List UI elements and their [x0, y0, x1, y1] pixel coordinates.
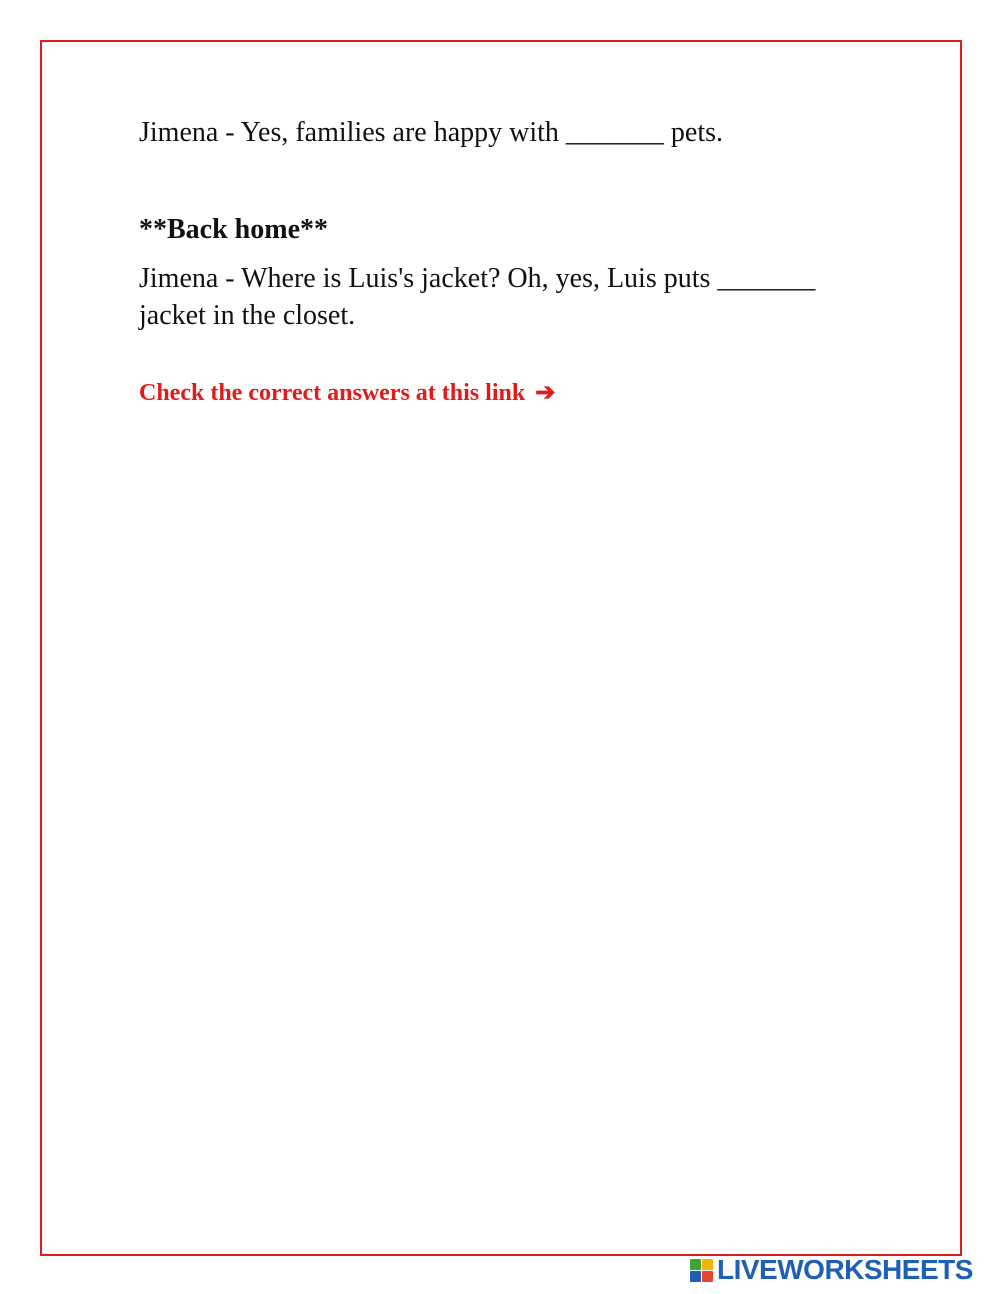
check-answers-link[interactable] — [139, 378, 555, 408]
sentence-luis-jacket: Jimena - Where is Luis's jacket? Oh, yes, Luis puts _______ jacket in the closet. — [139, 263, 816, 331]
liveworksheets-logo-icon — [690, 1259, 713, 1282]
liveworksheets-logo — [690, 1254, 973, 1286]
worksheet-content — [139, 114, 869, 410]
liveworksheets-brand-text: LIVEWORKSHEETS — [717, 1254, 973, 1285]
sentence-families-pets: Jimena - Yes, families are happy with _______ pets. — [139, 117, 724, 148]
check-answers-link-label: Check the correct answers at this link — [139, 380, 526, 406]
arrow-right-icon: ➔ — [535, 380, 556, 406]
section-heading-back-home: **Back home** — [139, 214, 328, 245]
